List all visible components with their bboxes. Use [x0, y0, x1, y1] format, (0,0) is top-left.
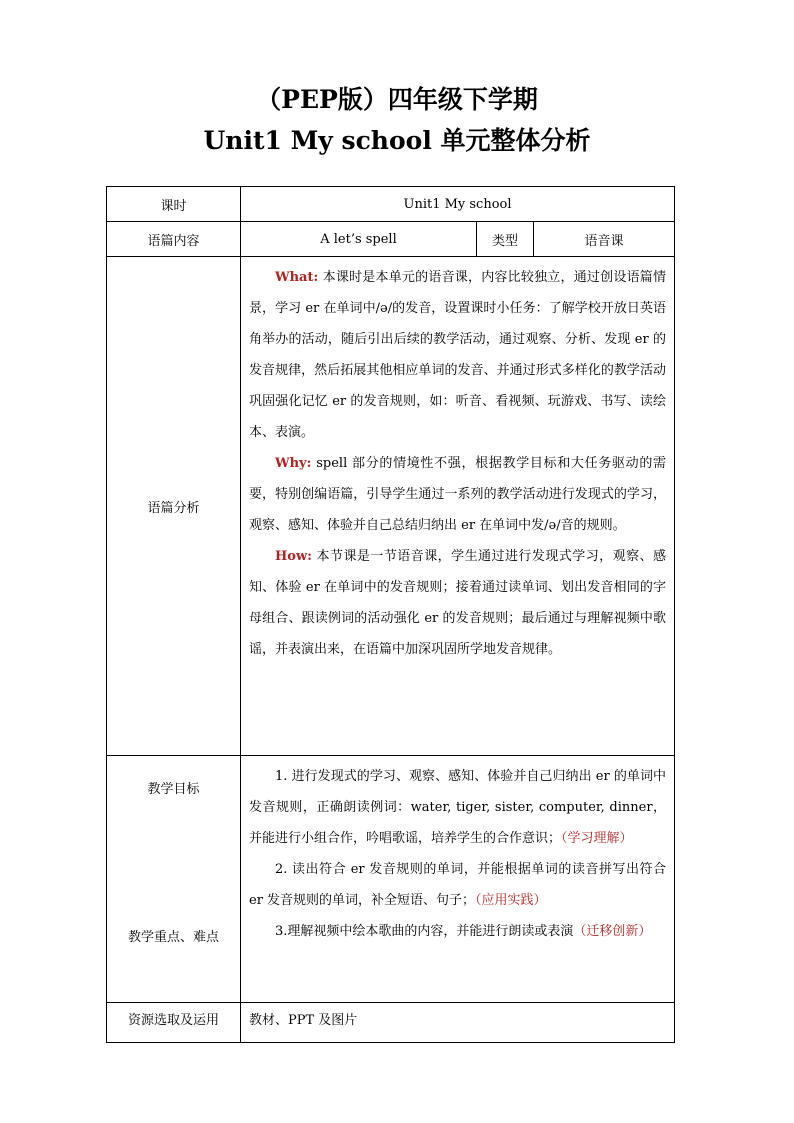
document-subtitle: Unit1 My school 单元整体分析 — [203, 126, 591, 155]
row-lesson — [107, 187, 675, 222]
type-value: 语音课 — [534, 222, 675, 257]
why-paragraph — [249, 448, 666, 541]
resource-label: 资源选取及运用 — [107, 1003, 241, 1043]
document-title: （PEP版）四年级下学期 — [256, 85, 538, 114]
how-paragraph — [249, 541, 666, 665]
goals-label-cell — [107, 756, 241, 1003]
how-key: How: — [275, 549, 312, 564]
analysis-label: 语篇分析 — [107, 257, 241, 756]
goal-1-tag: （学习理解） — [561, 831, 633, 846]
goal-1 — [249, 761, 666, 854]
goal-3 — [249, 916, 666, 947]
content-value: A let’s spell — [241, 222, 477, 257]
why-key: Why: — [275, 456, 312, 471]
key-points-label: 教学重点、难点 — [127, 930, 219, 945]
goal-3-text: 3.理解视频中绘本歌曲的内容，并能进行朗读或表演 — [275, 924, 574, 939]
goals-body — [241, 756, 675, 1003]
analysis-body — [241, 257, 675, 756]
goal-3-tag: （迁移创新） — [573, 924, 652, 939]
lesson-value: Unit1 My school — [241, 187, 675, 222]
row-resource — [107, 1003, 675, 1043]
row-analysis — [107, 257, 675, 756]
lesson-label: 课时 — [107, 187, 241, 222]
why-text: spell 部分的情境性不强，根据教学目标和大任务驱动的需要，特别创编语篇，引导学生通过一系列的教学活动进行发现式的学习，观察、感知、体验并自己总结归纳出 er 在单词中发/ə/音的规则。 — [249, 456, 667, 533]
row-goals — [107, 756, 675, 1003]
content-label: 语篇内容 — [107, 222, 241, 257]
what-text: 本课时是本单元的语音课，内容比较独立，通过创设语篇情景，学习 er 在单词中/ə/的发音，设置课时小任务：了解学校开放日英语角举办的活动，随后引出后续的教学活动，通过观察、分析、发现 er 的发音规律，然后拓展其他相应单词的发音、并通过形式多样化的教学活动巩固强化记忆 er 的发音规则，如：听音、看视频、玩游戏、书写、读绘本、表演。 — [249, 270, 667, 440]
goal-2 — [249, 854, 666, 916]
what-paragraph — [249, 262, 666, 448]
resource-value: 教材、PPT 及图片 — [241, 1003, 675, 1043]
goal-2-tag: （应用实践） — [475, 893, 547, 908]
analysis-table — [106, 186, 675, 1043]
goal-1-text: 1. 进行发现式的学习、观察、感知、体验并自己归纳出 er 的单词中发音规则，正确朗读例词：water, tiger, sister, computer, dinner，并能进行小组合作，吟唱歌谣，培养学生的合作意识； — [249, 769, 667, 846]
row-content — [107, 222, 675, 257]
how-text: 本节课是一节语音课，学生通过进行发现式学习，观察、感知、体验 er 在单词中的发音规则；接着通过读单词、划出发音相同的字母组合、跟读例词的活动强化 er 的发音规则；最后通过与理解视频中歌谣，并表演出来，在语篇中加深巩固所学地发音规律。 — [249, 549, 667, 657]
goal-2-text: 2. 读出符合 er 发音规则的单词，并能根据单词的读音拼写出符合 er 发音规则的单词，补全短语、句子； — [249, 862, 667, 908]
what-key: What: — [275, 270, 319, 285]
goals-label: 教学目标 — [147, 782, 200, 797]
type-label: 类型 — [477, 222, 534, 257]
